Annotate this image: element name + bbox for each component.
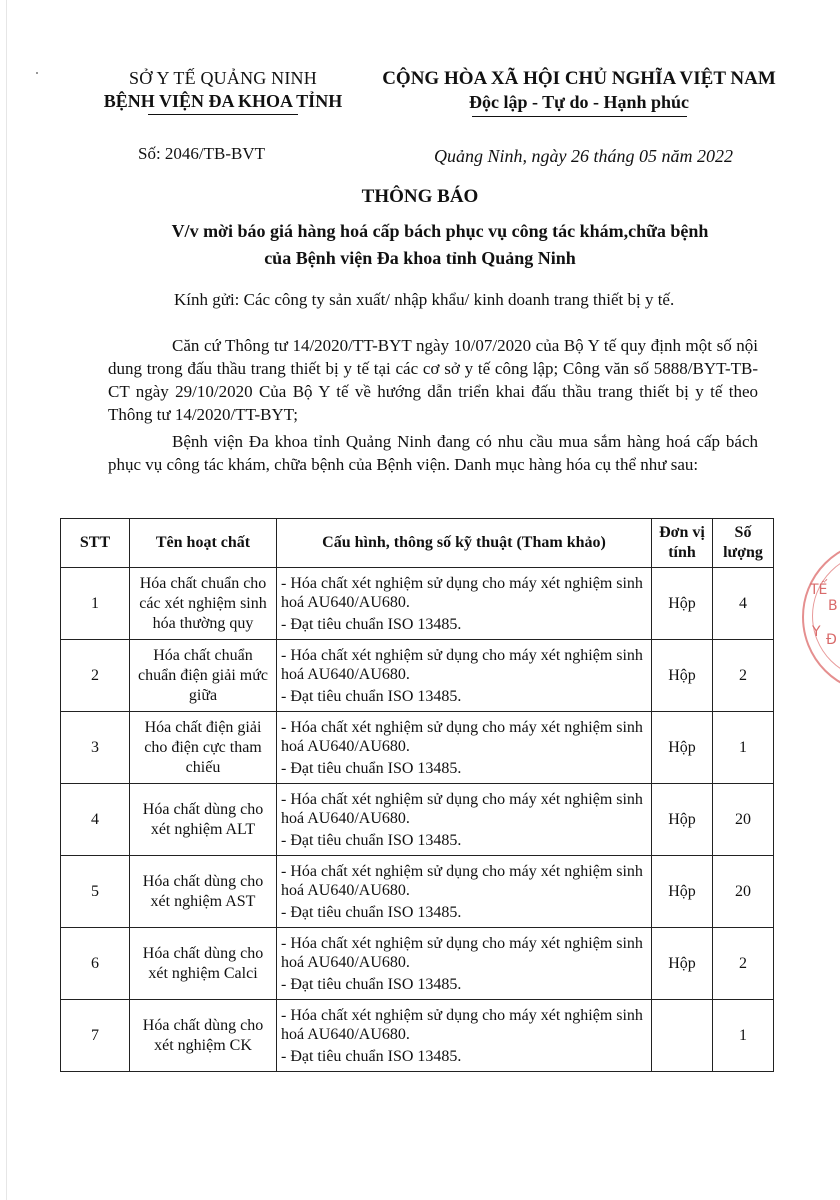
cell-qty: 20 [713,784,774,856]
cell-name: Hóa chất chuẩn cho các xét nghiệm sinh hóa thường quy [130,568,277,640]
cell-spec [277,1000,652,1072]
scan-edge-line [6,0,7,1200]
cell-stt: 5 [61,856,130,928]
cell-unit: Hộp [652,568,713,640]
cell-qty: 20 [713,856,774,928]
table-row [61,784,774,856]
cell-unit: Hộp [652,712,713,784]
spec-line: - Đạt tiêu chuẩn ISO 13485. [281,687,462,705]
cell-spec [277,712,652,784]
motto-underline [472,116,687,117]
cell-name: Hóa chất dùng cho xét nghiệm Calci [130,928,277,1000]
header-spec: Cấu hình, thông số kỹ thuật (Tham khảo) [277,519,652,568]
spec-line: - Hóa chất xét nghiệm sử dụng cho máy xét nghiệm sinh hoá AU640/AU680. [281,790,643,827]
header-stt: STT [61,519,130,568]
issuer-underline [148,114,298,115]
cell-unit: Hộp [652,856,713,928]
table-row [61,856,774,928]
agency-name: SỞ Y TẾ QUẢNG NINH [129,68,317,88]
cell-name: Hóa chất dùng cho xét nghiệm AST [130,856,277,928]
document-title: THÔNG BÁO [361,186,479,207]
table-row [61,640,774,712]
country-name: CỘNG HÒA XÃ HỘI CHỦ NGHĨA VIỆT NAM [382,68,776,89]
document-subject [0,218,840,272]
cell-stt: 6 [61,928,130,1000]
seal-text: Đ [826,632,837,648]
header-unit: Đơn vị tính [652,519,713,568]
spec-line: - Đạt tiêu chuẩn ISO 13485. [281,759,462,777]
spec-line: - Đạt tiêu chuẩn ISO 13485. [281,903,462,921]
seal-text: TẾ [810,582,828,598]
cell-stt: 2 [61,640,130,712]
cell-name: Hóa chất dùng cho xét nghiệm ALT [130,784,277,856]
document-number: Số: 2046/TB-BVT [138,144,266,163]
cell-unit: Hộp [652,784,713,856]
spec-line: - Đạt tiêu chuẩn ISO 13485. [281,1047,462,1065]
paragraph-2-text: Bệnh viện Đa khoa tỉnh Quảng Ninh đang có nhu cầu mua sắm hàng hoá cấp bách phục vụ công tác khám, chữa bệnh của Bệnh viện. Danh mục hàng hóa cụ thể như sau: [108,432,758,474]
table-row [61,712,774,784]
cell-unit: Hộp [652,928,713,1000]
issuer-block [98,68,348,115]
spec-line: - Đạt tiêu chuẩn ISO 13485. [281,831,462,849]
cell-spec [277,568,652,640]
cell-qty: 4 [713,568,774,640]
spec-line: - Hóa chất xét nghiệm sử dụng cho máy xét nghiệm sinh hoá AU640/AU680. [281,1006,643,1043]
cell-stt: 7 [61,1000,130,1072]
spec-line: - Hóa chất xét nghiệm sử dụng cho máy xét nghiệm sinh hoá AU640/AU680. [281,718,643,755]
paragraph-legal-basis [108,334,758,426]
cell-name: Hóa chất chuẩn chuẩn điện giải mức giữa [130,640,277,712]
national-motto: Độc lập - Tự do - Hạnh phúc [468,92,690,112]
spec-line: - Hóa chất xét nghiệm sử dụng cho máy xét nghiệm sinh hoá AU640/AU680. [281,574,643,611]
cell-qty: 2 [713,928,774,1000]
cell-spec [277,784,652,856]
seal-text: B [828,598,838,614]
table-row [61,1000,774,1072]
cell-qty: 1 [713,1000,774,1072]
spec-line: - Đạt tiêu chuẩn ISO 13485. [281,615,462,633]
cell-qty: 2 [713,640,774,712]
cell-stt: 3 [61,712,130,784]
scan-speck [36,72,38,74]
cell-spec [277,640,652,712]
table-row [61,928,774,1000]
cell-name: Hóa chất dùng cho xét nghiệm CK [130,1000,277,1072]
spec-line: - Đạt tiêu chuẩn ISO 13485. [281,975,462,993]
cell-stt: 4 [61,784,130,856]
cell-name: Hóa chất điện giải cho điện cực tham chiếu [130,712,277,784]
recipient-line: Kính gửi: Các công ty sản xuất/ nhập khẩu/ kinh doanh trang thiết bị y tế. [174,290,675,309]
cell-spec [277,856,652,928]
table-row [61,568,774,640]
spec-line: - Hóa chất xét nghiệm sử dụng cho máy xét nghiệm sinh hoá AU640/AU680. [281,934,643,971]
goods-table [60,518,774,1072]
subject-line-2: của Bệnh viện Đa khoa tỉnh Quảng Ninh [264,248,576,268]
seal-text: Y [812,624,821,640]
paragraph-request [108,430,758,476]
header-qty: Số lượng [713,519,774,568]
header-name: Tên hoạt chất [130,519,277,568]
place-and-date: Quảng Ninh, ngày 26 tháng 05 năm 2022 [434,146,733,166]
national-header [378,68,780,117]
cell-unit: Hộp [652,640,713,712]
cell-qty: 1 [713,712,774,784]
cell-stt: 1 [61,568,130,640]
cell-spec [277,928,652,1000]
hospital-name: BỆNH VIỆN ĐA KHOA TỈNH [103,91,343,111]
spec-line: - Hóa chất xét nghiệm sử dụng cho máy xét nghiệm sinh hoá AU640/AU680. [281,862,643,899]
table-header-row [61,519,774,568]
paragraph-1-text: Căn cứ Thông tư 14/2020/TT-BYT ngày 10/07/2020 của Bộ Y tế quy định một số nội dung trong đấu thầu trang thiết bị y tế tại các cơ sở y tế công lập; Công văn số 5888/BYT-TB-CT ngày 29/10/2020 Của Bộ Y tế về hướng dẫn triển khai đấu thầu trang thiết bị y tế theo Thông tư 14/2020/TT-BYT; [108,336,758,424]
cell-unit [652,1000,713,1072]
subject-line-1: V/v mời báo giá hàng hoá cấp bách phục vụ công tác khám,chữa bệnh [171,221,709,241]
spec-line: - Hóa chất xét nghiệm sử dụng cho máy xét nghiệm sinh hoá AU640/AU680. [281,646,643,683]
